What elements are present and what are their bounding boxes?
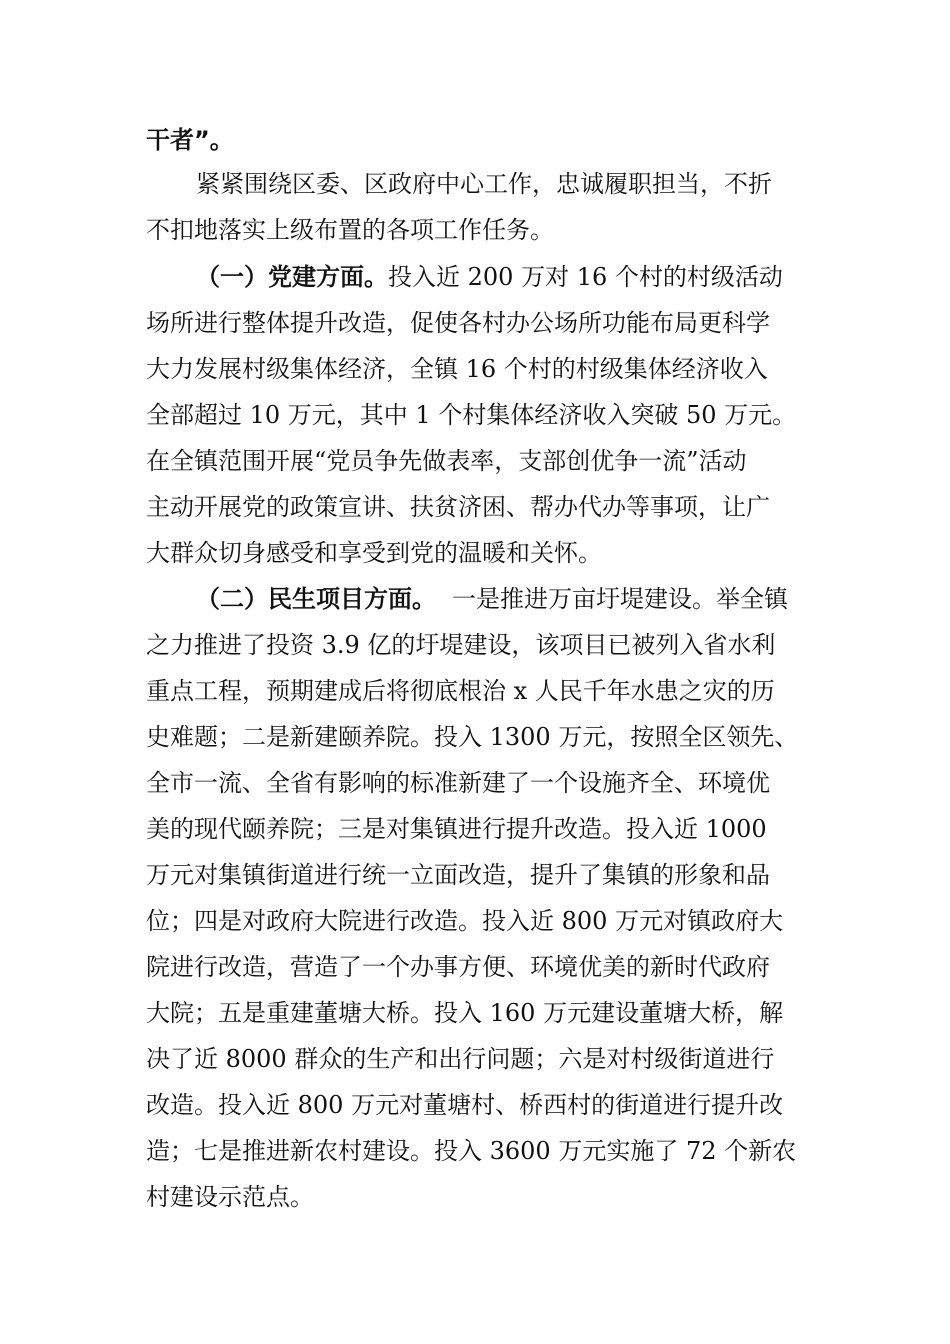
text-line	[0, 207, 950, 253]
text-run: （一）党建方面。	[196, 263, 388, 291]
text-run: 美的现代颐养院；三是对集镇进行提升改造。投入近 1000	[146, 815, 767, 843]
text-run: 全市一流、全省有影响的标准新建了一个设施齐全、环境优	[146, 769, 770, 797]
text-line	[0, 668, 950, 714]
text-run: （二）民生项目方面。	[196, 585, 436, 613]
text-run: 决了近 8000 群众的生产和出行问题；六是对村级街道进行	[146, 1045, 775, 1073]
text-line	[0, 484, 950, 530]
text-line	[0, 714, 950, 760]
text-run: 万元对集镇街道进行统一立面改造，提升了集镇的形象和品	[146, 861, 770, 889]
text-line	[0, 254, 950, 300]
text-line	[0, 392, 950, 438]
text-line	[0, 990, 950, 1036]
text-run: 村建设示范点。	[146, 1183, 314, 1211]
text-line	[0, 898, 950, 944]
text-line	[0, 1082, 950, 1128]
text-line	[0, 622, 950, 668]
text-run: 大群众切身感受和享受到党的温暖和关怀。	[146, 539, 602, 567]
text-line	[0, 161, 950, 207]
text-line	[0, 852, 950, 898]
text-run: 一是推进万亩圩堤建设。举全镇	[452, 585, 788, 613]
text-run: 投入近 200 万对 16 个村的村级活动	[388, 263, 783, 291]
text-run: 不扣地落实上级布置的各项工作任务。	[146, 216, 554, 244]
text-line	[0, 530, 950, 576]
text-line	[0, 576, 950, 622]
text-line	[0, 944, 950, 990]
text-run: 院进行改造，营造了一个办事方便、环境优美的新时代政府	[146, 953, 770, 981]
text-run: 大院；五是重建董塘大桥。投入 160 万元建设董塘大桥，解	[146, 999, 784, 1027]
text-run: 大力发展村级集体经济，全镇 16 个村的村级集体经济收入	[146, 355, 768, 383]
text-run: 重点工程，预期建成后将彻底根治 x 人民千年水患之灾的历	[146, 677, 775, 705]
text-line	[0, 438, 950, 484]
text-run: 史难题；二是新建颐养院。投入 1300 万元，按照全区领先、	[146, 723, 799, 751]
text-line	[0, 300, 950, 346]
text-run: 在全镇范围开展“党员争先做表率，支部创优争一流”活动	[146, 447, 747, 475]
text-run: 紧紧围绕区委、区政府中心工作，忠诚履职担当，不折	[196, 170, 772, 198]
text-line	[0, 1128, 950, 1174]
text-line	[0, 1174, 950, 1220]
text-run: 之力推进了投资 3.9 亿的圩堤建设，该项目已被列入省水利	[146, 631, 776, 659]
text-run: 场所进行整体提升改造，促使各村办公场所功能布局更科学	[146, 309, 770, 337]
text-line	[0, 117, 950, 163]
text-run: 全部超过 10 万元，其中 1 个村集体经济收入突破 50 万元。	[146, 401, 797, 429]
text-line	[0, 806, 950, 852]
text-line	[0, 346, 950, 392]
text-run: 改造。投入近 800 万元对董塘村、桥西村的街道进行提升改	[146, 1091, 784, 1119]
text-line	[0, 1036, 950, 1082]
text-run: 主动开展党的政策宣讲、扶贫济困、帮办代办等事项，让广	[146, 493, 770, 521]
text-run: 造；七是推进新农村建设。投入 3600 万元实施了 72 个新农	[146, 1137, 797, 1165]
text-run: 位；四是对政府大院进行改造。投入近 800 万元对镇政府大	[146, 907, 784, 935]
text-line	[0, 760, 950, 806]
text-run: 干者”。	[146, 126, 234, 154]
